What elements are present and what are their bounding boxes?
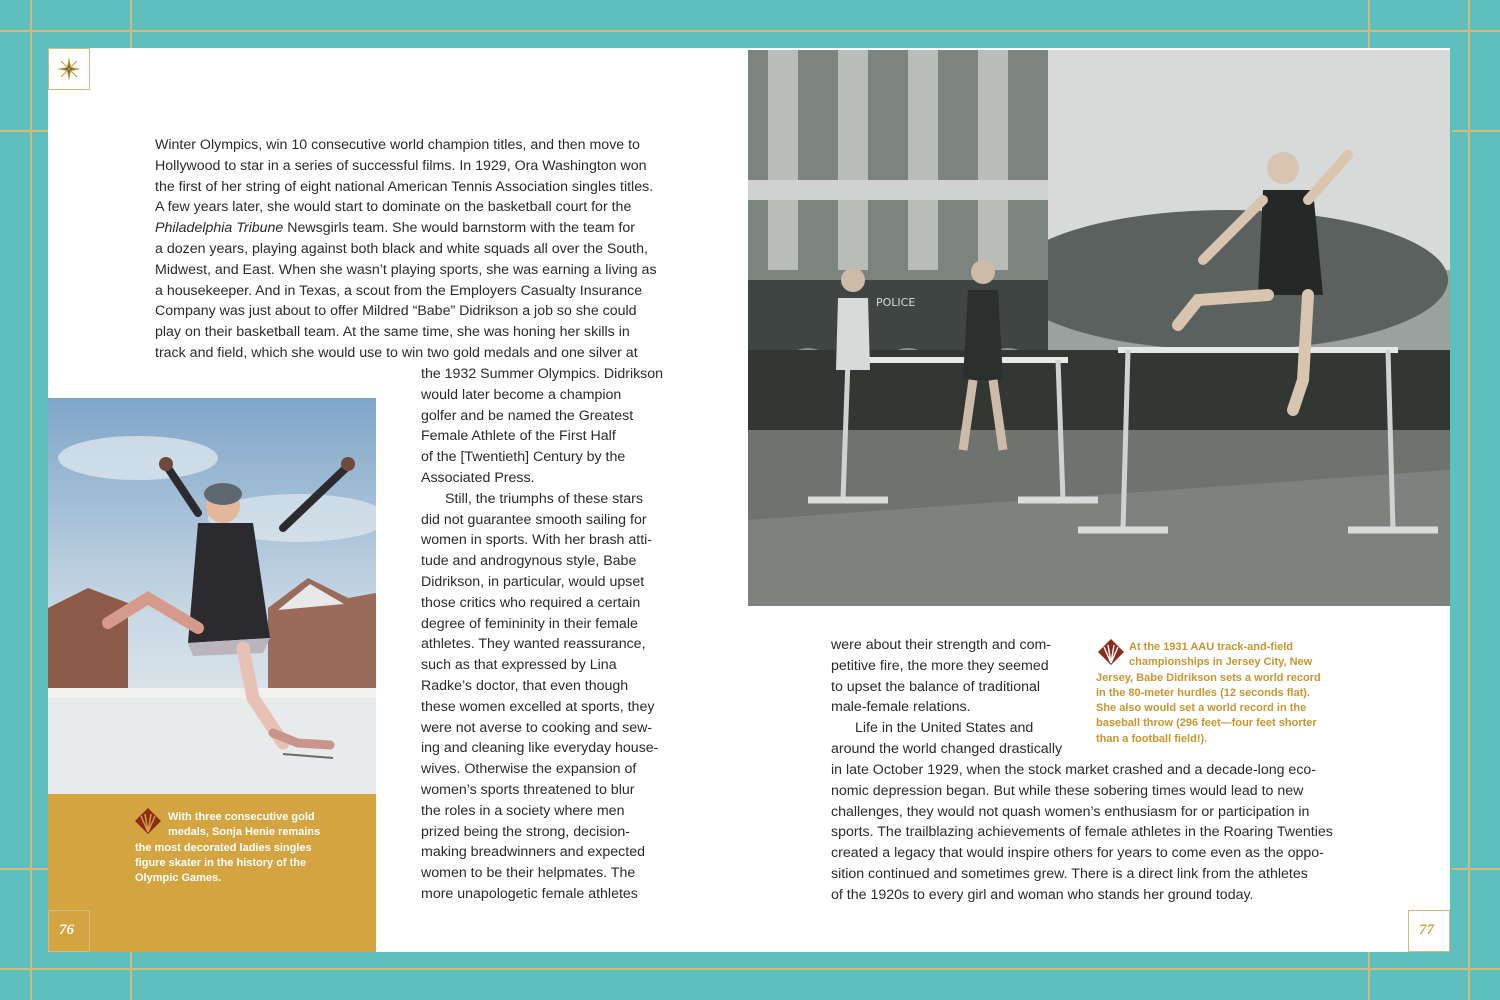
text-line: of the [Twentieth] Century by the	[421, 449, 626, 466]
text-line: the roles in a society where men	[421, 802, 625, 819]
right-page-column-text	[831, 635, 1071, 760]
text-line: Hollywood to star in a series of successful films. In 1929, Ora Washington won	[155, 157, 647, 174]
left-page-paragraph-1	[155, 135, 675, 364]
frame-line-mid-right	[1452, 130, 1500, 132]
hurdles-photo	[748, 50, 1450, 606]
frame-line-mid-left	[0, 130, 48, 132]
right-page-wide-text	[831, 760, 1351, 906]
caption-line: than a football field!).	[1096, 732, 1208, 745]
text-line: Company was just about to offer Mildred “Babe” Didrikson a job so she could	[155, 303, 637, 320]
text-line: ing and cleaning like everyday house-	[421, 740, 659, 757]
text-line: petitive fire, the more they seemed	[831, 657, 1049, 674]
text-line: would later become a champion	[421, 386, 622, 403]
text-line: these women excelled at sports, they	[421, 698, 655, 715]
caption-line: Jersey, Babe Didrikson sets a world record	[1096, 671, 1321, 684]
caption-line: in the 80-meter hurdles (12 seconds flat).	[1096, 686, 1310, 699]
text-line: Female Athlete of the First Half	[421, 428, 616, 445]
text-line: golfer and be named the Greatest	[421, 407, 634, 424]
frame-line-top-tick-right	[1368, 0, 1370, 48]
frame-line-low-left	[0, 868, 48, 870]
text-line: tude and androgynous style, Babe	[421, 553, 637, 570]
text-line: Life in the United States and	[855, 720, 1034, 737]
text-line: those critics who required a certain	[421, 594, 641, 611]
caption-line: Olympic Games.	[135, 872, 222, 885]
newspaper-title: Philadelphia Tribune	[155, 220, 284, 237]
skater-photo	[48, 398, 376, 794]
text-line: were not averse to cooking and sew-	[421, 719, 653, 736]
text-line: nomic depression began. But while these sobering times would lead to new	[831, 782, 1304, 799]
frame-line-top-tick-left	[130, 0, 132, 48]
text-line: in late October 1929, when the stock market crashed and a decade-long eco-	[831, 762, 1317, 778]
text-line: prized being the strong, decision-	[421, 823, 630, 840]
text-line: play on their basketball team. At the same time, she was honing her skills in	[155, 324, 630, 341]
text-line: Midwest, and East. When she wasn’t playing sports, she was earning a living as	[155, 261, 657, 278]
frame-line-right	[1468, 0, 1470, 1000]
text-line: sports. The trailblazing achievements of female athletes in the Roaring Twenties	[831, 824, 1333, 841]
text-line: a dozen years, playing against both black and white squads all over the South,	[155, 240, 648, 257]
caption-line: baseball throw (296 feet—four feet shorter	[1096, 717, 1317, 730]
page-number-right: 77	[1419, 922, 1434, 938]
left-page-column-text	[421, 364, 671, 905]
text-line: were about their strength and com-	[831, 637, 1052, 653]
caption-line: At the 1931 AAU track-and-field	[1129, 641, 1294, 653]
text-line: women’s sports threatened to blur	[421, 781, 635, 798]
text-line: the 1932 Summer Olympics. Didrikson	[421, 366, 664, 382]
text-line: a housekeeper. And in Texas, a scout from the Employers Casualty Insurance	[155, 282, 643, 299]
text-line: women in sports. With her brash atti-	[421, 532, 653, 549]
text-line: did not guarantee smooth sailing for	[421, 511, 647, 528]
caption-line: championships in Jersey City, New	[1129, 656, 1313, 669]
text-line: degree of femininity in their female	[421, 615, 638, 632]
skater-caption	[135, 810, 365, 886]
text-line: Didrikson, in particular, would upset	[421, 573, 645, 590]
caption-line: medals, Sonja Henie remains	[168, 826, 321, 839]
text-line: track and field, which she would use to win two gold medals and one silver at	[155, 344, 638, 361]
text-line: Still, the triumphs of these stars	[445, 490, 643, 507]
text-line: A few years later, she would start to dominate on the basketball court for the	[155, 199, 632, 216]
text-line: Radke’s doctor, that even though	[421, 677, 629, 694]
text-line: wives. Otherwise the expansion of	[421, 761, 637, 778]
text-line: making breadwinners and expected	[421, 844, 645, 861]
text-line	[155, 218, 675, 239]
text-line: challenges, they would not quash women’s enthusiasm for or participation in	[831, 803, 1310, 820]
text-line: Associated Press.	[421, 469, 535, 486]
caption-line: With three consecutive gold	[168, 811, 315, 823]
text-line: such as that expressed by Lina	[421, 657, 617, 674]
frame-line-bottom-tick-right	[1368, 952, 1370, 1000]
frame-line-left	[30, 0, 32, 1000]
text-line: the first of her string of eight national American Tennis Association singles titles.	[155, 178, 654, 195]
text-line: male-female relations.	[831, 699, 971, 716]
book-spread	[48, 48, 1450, 952]
frame-line-bottom-tick-left	[130, 952, 132, 1000]
compass-star-icon	[55, 55, 83, 83]
frame-line-top	[0, 30, 1500, 32]
frame-line-bottom	[0, 968, 1500, 970]
text-line: created a legacy that would inspire others for years to come even as the oppo-	[831, 845, 1324, 862]
text-line: more unapologetic female athletes	[421, 885, 638, 902]
text-line: Winter Olympics, win 10 consecutive world champion titles, and then move to	[155, 137, 640, 153]
text-line: athletes. They wanted reassurance,	[421, 636, 646, 653]
caption-line: figure skater in the history of the	[135, 856, 307, 869]
text-line: sition continued and sometimes grew. There is a direct link from the athletes	[831, 865, 1308, 882]
caption-line: the most decorated ladies singles	[135, 841, 312, 854]
page-number-left: 76	[59, 922, 74, 938]
text-line: to upset the balance of traditional	[831, 678, 1041, 695]
caption-line: She also would set a world record in the	[1096, 702, 1307, 715]
hurdles-caption	[1096, 640, 1326, 747]
text-line: women to be their helpmates. The	[421, 865, 636, 882]
text-line: of the 1920s to every girl and woman who stands her ground today.	[831, 886, 1254, 903]
text-line-rest: Newsgirls team. She would barnstorm with the team for	[287, 220, 635, 237]
frame-line-low-right	[1452, 868, 1500, 870]
photo-sign: POLICE	[876, 296, 916, 309]
text-line: around the world changed drastically	[831, 740, 1063, 757]
